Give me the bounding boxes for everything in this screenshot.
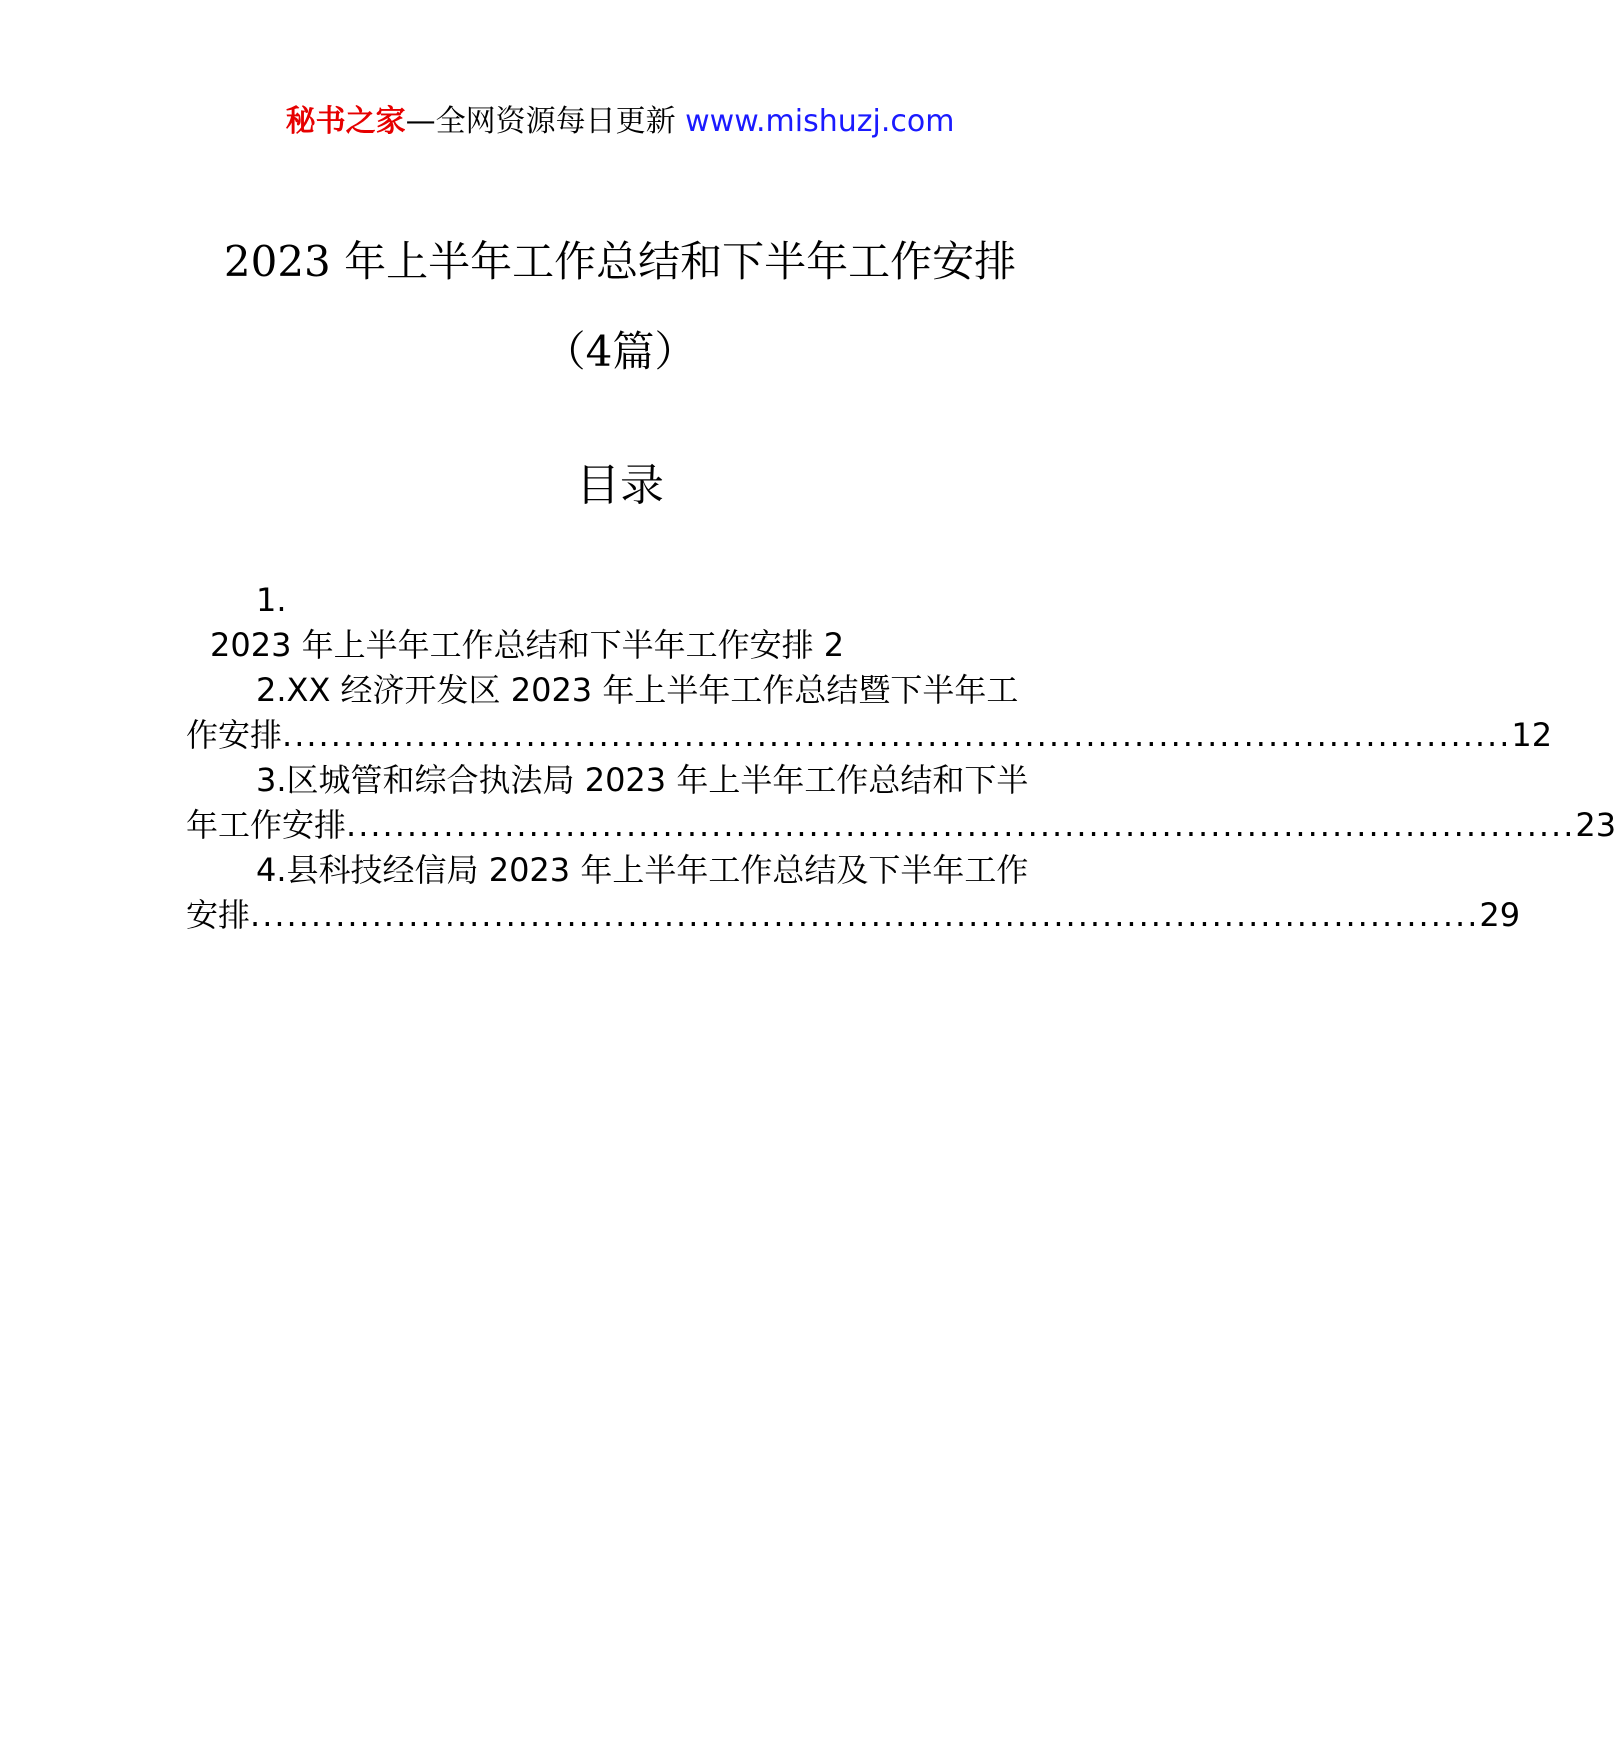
toc-item-4[interactable] xyxy=(186,848,1052,893)
toc-item-3-continuation[interactable] xyxy=(186,803,1616,848)
toc-item-4-continuation[interactable] xyxy=(186,893,1521,938)
toc-item-2-continuation[interactable] xyxy=(186,713,1553,758)
toc-item-3[interactable] xyxy=(186,758,1052,803)
toc-item-text: 3.区城管和综合执法局 2023 年上半年工作总结和下半 xyxy=(256,761,1029,799)
toc-item-page: 12 xyxy=(1511,716,1553,754)
header-slogan: —全网资源每日更新 xyxy=(405,104,676,139)
toc-item-text: 2.XX 经济开发区 2023 年上半年工作总结暨下半年工 xyxy=(256,671,1019,709)
document-subtitle-count: （4篇） xyxy=(543,327,697,376)
table-of-contents xyxy=(186,578,1616,938)
toc-item-page: 29 xyxy=(1479,896,1521,934)
toc-item-1-number[interactable] xyxy=(186,578,1052,623)
toc-item-1[interactable] xyxy=(186,623,1052,668)
site-url-link[interactable]: www.mishuzj.com xyxy=(685,104,955,139)
toc-item-text: 2023 年上半年工作总结和下半年工作安排 xyxy=(210,626,814,664)
toc-item-text: 4.县科技经信局 2023 年上半年工作总结及下半年工作 xyxy=(256,851,1029,889)
toc-item-text: 作安排 xyxy=(186,716,283,754)
toc-item-2[interactable] xyxy=(186,668,1052,713)
brand-name: 秘书之家 xyxy=(285,104,406,139)
dot-leader: ..................................................................................................... xyxy=(250,896,1480,934)
toc-item-page: 2 xyxy=(823,626,845,664)
toc-item-number: 1. xyxy=(256,581,287,619)
toc-item-page: 23 xyxy=(1575,806,1616,844)
site-header xyxy=(0,100,1240,144)
toc-item-text: 安排 xyxy=(186,896,251,934)
toc-item-text: 年工作安排 xyxy=(186,806,347,844)
dot-leader: ..................................................................................................... xyxy=(282,716,1512,754)
dot-leader: ..................................................................................................... xyxy=(346,806,1576,844)
document-title: 2023 年上半年工作总结和下半年工作安排 xyxy=(223,237,1017,286)
toc-heading: 目录 xyxy=(576,460,664,511)
